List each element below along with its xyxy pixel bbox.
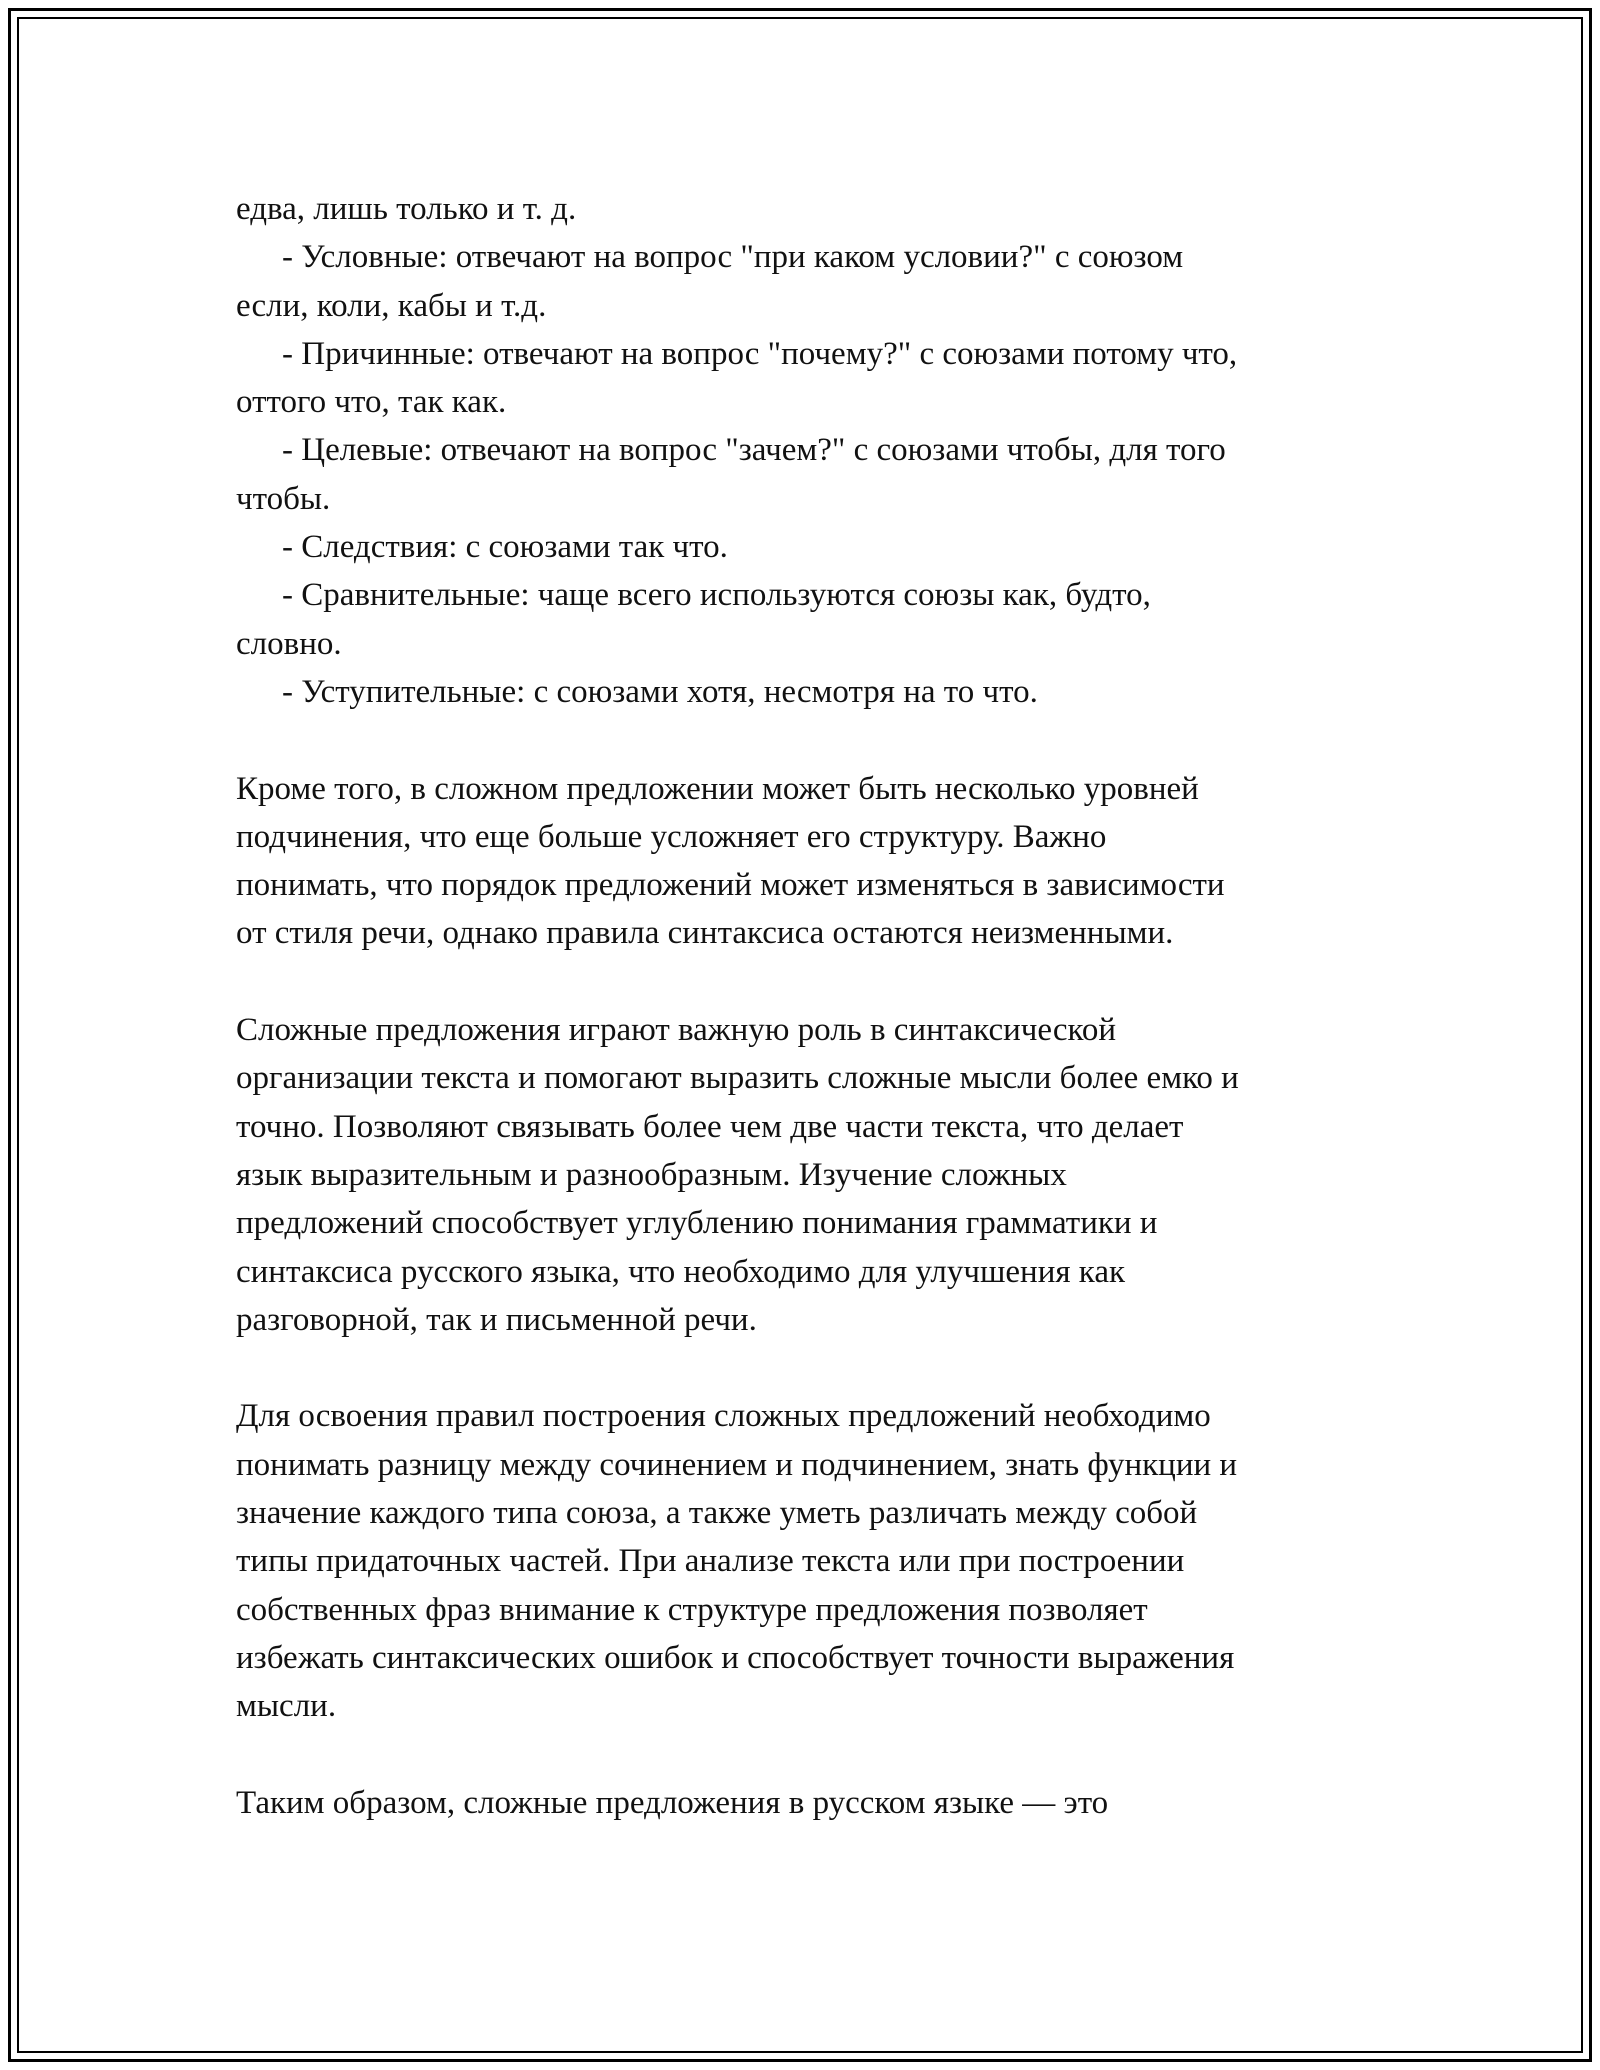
paragraph-gap xyxy=(236,1731,1366,1779)
text-line: Таким образом, сложные предложения в русском языке — это xyxy=(236,1784,1109,1821)
text-line: точно. Позволяют связывать более чем две части текста, что делает xyxy=(236,1108,1184,1145)
text-line: организации текста и помогают выразить сложные мысли более емко и xyxy=(236,1060,1239,1097)
text-line: предложений способствует углублению понимания грамматики и xyxy=(236,1205,1158,1242)
list-item-concessive xyxy=(236,668,1366,716)
list-continuation xyxy=(236,185,1366,233)
text-line: чтобы. xyxy=(236,480,331,517)
text-line: типы придаточных частей. При анализе текста или при построении xyxy=(236,1543,1185,1580)
paragraph xyxy=(236,1392,1366,1730)
text-line: избежать синтаксических ошибок и способствует точности выражения xyxy=(236,1639,1235,1676)
page-content xyxy=(236,185,1366,1827)
text-line: язык выразительным и разнообразным. Изучение сложных xyxy=(236,1156,1067,1193)
text-line: Для освоения правил построения сложных предложений необходимо xyxy=(236,1398,1211,1435)
text-line: - Целевые: отвечают на вопрос "зачем?" с союзами чтобы, для того xyxy=(282,432,1226,469)
text-line: оттого что, так как. xyxy=(236,384,507,421)
text-line: если, коли, кабы и т.д. xyxy=(236,287,547,324)
text-line: подчинения, что еще больше усложняет его структуру. Важно xyxy=(236,818,1107,855)
text-line: собственных фраз внимание к структуре предложения позволяет xyxy=(236,1591,1148,1628)
paragraph xyxy=(236,1779,1366,1827)
text-line: - Сравнительные: чаще всего используются союзы как, будто, xyxy=(282,577,1151,614)
text-line: разговорной, так и письменной речи. xyxy=(236,1301,757,1338)
list-item-comparative xyxy=(236,571,1366,668)
text-line: Сложные предложения играют важную роль в синтаксической xyxy=(236,1012,1116,1049)
list-item-conditional xyxy=(236,233,1366,330)
text-line: от стиля речи, однако правила синтаксиса остаются неизменными. xyxy=(236,915,1174,952)
text-line: - Причинные: отвечают на вопрос "почему?" с союзами потому что, xyxy=(282,335,1238,372)
text-line: - Уступительные: с союзами хотя, несмотря на то что. xyxy=(282,673,1038,710)
paragraph-gap xyxy=(236,1344,1366,1392)
text-line: едва, лишь только и т. д. xyxy=(236,191,577,227)
list-item-purpose xyxy=(236,426,1366,523)
text-line: Кроме того, в сложном предложении может быть несколько уровней xyxy=(236,770,1199,807)
paragraph-gap xyxy=(236,958,1366,1006)
paragraph xyxy=(236,765,1366,958)
list-item-consequence xyxy=(236,523,1366,571)
list-item-causal xyxy=(236,330,1366,427)
text-line: - Следствия: с союзами так что. xyxy=(282,529,728,566)
paragraph xyxy=(236,1006,1366,1344)
text-line: - Условные: отвечают на вопрос "при каком условии?" с союзом xyxy=(282,239,1184,276)
text-line: понимать, что порядок предложений может изменяться в зависимости xyxy=(236,867,1225,904)
text-line: мысли. xyxy=(236,1688,337,1725)
text-line: значение каждого типа союза, а также уметь различать между собой xyxy=(236,1495,1198,1532)
paragraph-gap xyxy=(236,716,1366,764)
text-line: синтаксиса русского языка, что необходимо для улучшения как xyxy=(236,1253,1126,1290)
clause-type-list xyxy=(236,233,1366,716)
text-line: словно. xyxy=(236,625,342,662)
text-line: понимать разницу между сочинением и подчинением, знать функции и xyxy=(236,1446,1238,1483)
